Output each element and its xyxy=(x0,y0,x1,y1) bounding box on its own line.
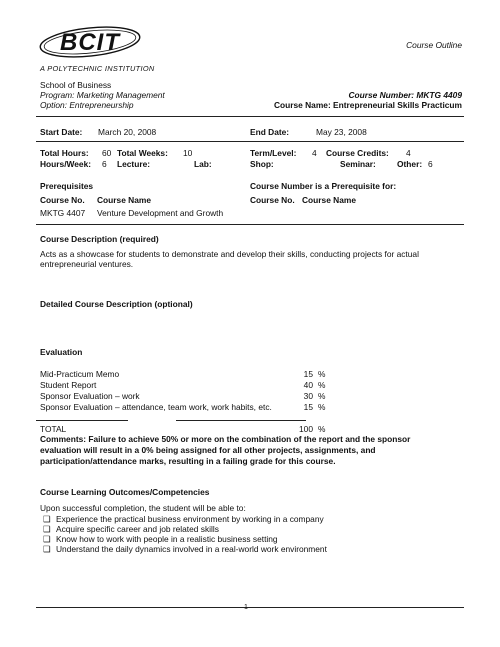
eval-item-label: Mid-Practicum Memo xyxy=(40,369,120,379)
comments-line: Comments: Failure to achieve 50% or more on the combination of the report and the sponsor xyxy=(40,434,411,444)
divider xyxy=(36,141,464,142)
course-description-line: entrepreneurial ventures. xyxy=(40,259,134,269)
course-number: Course Number: MKTG 4409 xyxy=(348,90,462,100)
list-item xyxy=(43,514,324,524)
list-item-text: Experience the practical business environment by working in a company xyxy=(56,514,324,524)
total-hours-value: 60 xyxy=(102,148,112,158)
list-item-text: Know how to work with people in a realistic business setting xyxy=(56,534,278,544)
bcit-logo xyxy=(36,22,144,68)
eval-item-unit: % xyxy=(318,391,326,401)
term-level-label: Term/Level: xyxy=(250,148,297,158)
end-date-label: End Date: xyxy=(250,127,290,137)
prereq-for-col-course-name: Course Name xyxy=(302,195,356,205)
total-value: 100 xyxy=(299,424,313,434)
course-name: Course Name: Entrepreneurial Skills Practicum xyxy=(273,100,462,110)
end-date-value: May 23, 2008 xyxy=(316,127,367,137)
prereq-course-no: MKTG 4407 xyxy=(40,208,86,218)
detailed-description-title: Detailed Course Description (optional) xyxy=(40,299,193,309)
divider xyxy=(176,420,306,421)
eval-item-unit: % xyxy=(318,402,326,412)
other-value: 6 xyxy=(428,159,433,169)
evaluation-title: Evaluation xyxy=(40,347,83,357)
lecture-label: Lecture: xyxy=(117,159,151,169)
list-item xyxy=(43,534,278,544)
eval-item-unit: % xyxy=(318,380,326,390)
seminar-label: Seminar: xyxy=(340,159,376,169)
total-weeks-value: 10 xyxy=(183,148,193,158)
list-item-text: Understand the daily dynamics involved in a real-world work environment xyxy=(56,544,327,554)
page-number: 1 xyxy=(244,604,248,611)
eval-item-label: Student Report xyxy=(40,380,97,390)
checkbox-bullet-icon: ❑ xyxy=(43,534,51,544)
total-unit: % xyxy=(318,424,326,434)
program-name: Program: Marketing Management xyxy=(40,90,165,100)
start-date-label: Start Date: xyxy=(40,127,83,137)
prereq-course-name: Venture Development and Growth xyxy=(97,208,224,218)
prereq-col-course-name: Course Name xyxy=(97,195,151,205)
course-credits-label: Course Credits: xyxy=(326,148,389,158)
prereq-for-col-course-no: Course No. xyxy=(250,195,295,205)
checkbox-bullet-icon: ❑ xyxy=(43,544,51,554)
learning-outcomes-title: Course Learning Outcomes/Competencies xyxy=(40,487,210,497)
eval-item-value: 40 xyxy=(303,380,313,390)
checkbox-bullet-icon: ❑ xyxy=(43,514,51,524)
lab-label: Lab: xyxy=(194,159,212,169)
eval-item-value: 15 xyxy=(303,402,313,412)
course-description-line: Acts as a showcase for students to demonstrate and develop their skills, conducting projects for actual xyxy=(40,249,419,259)
checkbox-bullet-icon: ❑ xyxy=(43,524,51,534)
eval-item-value: 15 xyxy=(303,369,313,379)
divider xyxy=(36,420,128,421)
option-name: Option: Entrepreneurship xyxy=(40,100,134,110)
prereq-for-title: Course Number is a Prerequisite for: xyxy=(250,181,397,191)
shop-label: Shop: xyxy=(250,159,274,169)
course-description-title: Course Description (required) xyxy=(40,234,159,244)
course-credits-value: 4 xyxy=(406,148,411,158)
total-hours-label: Total Hours: xyxy=(40,148,89,158)
prereq-col-course-no: Course No. xyxy=(40,195,85,205)
divider xyxy=(36,224,464,225)
start-date-value: March 20, 2008 xyxy=(98,127,157,137)
eval-item-value: 30 xyxy=(303,391,313,401)
prerequisites-title: Prerequisites xyxy=(40,181,94,191)
hours-week-label: Hours/Week: xyxy=(40,159,92,169)
list-item xyxy=(43,544,327,554)
svg-text:BCIT: BCIT xyxy=(60,29,120,56)
hours-week-value: 6 xyxy=(102,159,107,169)
document-type: Course Outline xyxy=(406,40,462,50)
school-name: School of Business xyxy=(40,80,112,90)
list-item-text: Acquire specific career and job related skills xyxy=(56,524,219,534)
other-label: Other: xyxy=(397,159,423,169)
list-item xyxy=(43,524,219,534)
learning-outcomes-intro: Upon successful completion, the student will be able to: xyxy=(40,503,246,513)
comments-line: evaluation will result in a 0% being assigned for all other projects, assignments, and xyxy=(40,445,376,455)
total-label: TOTAL xyxy=(40,424,67,434)
eval-item-label: Sponsor Evaluation – work xyxy=(40,391,140,401)
eval-item-label: Sponsor Evaluation – attendance, team work, work habits, etc. xyxy=(40,402,272,412)
term-level-value: 4 xyxy=(312,148,317,158)
eval-item-unit: % xyxy=(318,369,326,379)
comments-line: participation/attendance marks, resulting in a failing grade for this course. xyxy=(40,456,336,466)
footer-divider xyxy=(36,607,464,608)
logo-tagline: A POLYTECHNIC INSTITUTION xyxy=(40,64,155,73)
bcit-logo-mark xyxy=(36,22,144,68)
divider xyxy=(36,116,464,117)
total-weeks-label: Total Weeks: xyxy=(117,148,168,158)
